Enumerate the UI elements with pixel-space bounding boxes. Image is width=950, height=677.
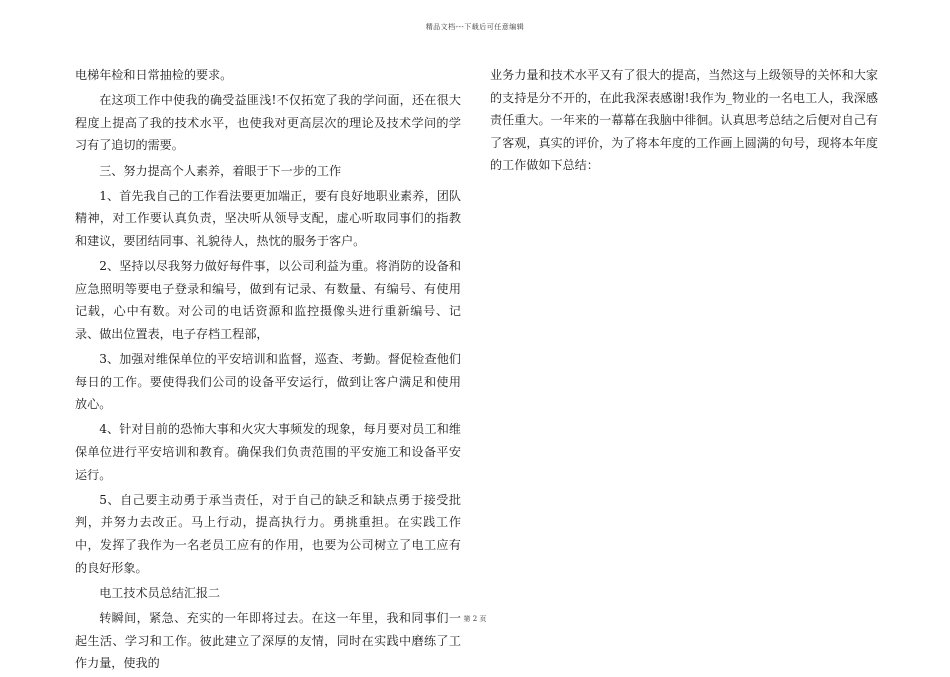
paragraph: 业务力量和技术水平又有了很大的提高，当然这与上级领导的关怀和大家的支持是分不开的，在此我深表感谢!我作为_物业的一名电工人，我深感责任重大。一年来的一幕幕在我脑中徘徊。认真思考总结之后便对自己有了客观，真实的评价，为了将本年度的工作画上圆满的句号，现将本年度的工作做如下总结： [490, 68, 878, 173]
page-number: 第 2 页 [463, 615, 487, 623]
page-header: 精品文档---下载后可任意编辑 [425, 23, 525, 31]
paragraph: 3、加强对维保单位的平安培训和监督，巡查、考勤。督促检查他们每日的工作。要使得我们公司的设备平安运行，做到让客户满足和使用放心。 [75, 352, 461, 412]
paragraph: 1、首先我自己的工作看法要更加端正，要有良好地职业素养，团队精神，对工作要认真负责，坚决听从领导支配，虚心听取同事们的指教和建议，要团结同事、礼貌待人，热忱的服务于客户。 [75, 188, 461, 248]
right-column [490, 64, 878, 180]
paragraph: 在这项工作中使我的确受益匪浅!不仅拓宽了我的学问面，还在很大程度上提高了我的技术水平，也使我对更高层次的理论及技术学问的学习有了追切的需要。 [75, 93, 461, 153]
section-title: 电工技术员总结汇报二 [99, 585, 221, 600]
section-heading: 三、努力提高个人素养，着眼于下一步的工作 [99, 163, 342, 178]
paragraph: 4、针对目前的恐怖大事和火灾大事频发的现象，每月要对员工和维保单位进行平安培训和教育。确保我们负责范围的平安施工和设备平安运行。 [75, 422, 461, 482]
paragraph: 2、坚持以尽我努力做好每件事，以公司利益为重。将消防的设备和应急照明等要电子登录和编号，做到有记录、有数量、有编号、有使用记载，心中有数。对公司的电话资源和监控摄像头进行重新编号、记录、做出位置表，电子存档工程部， [75, 259, 461, 341]
paragraph: 转瞬间，紧急、充实的一年即将过去。在这一年里，我和同事们一起生活、学习和工作。彼此建立了深厚的友情，同时在实践中磨练了工作力量，使我的 [75, 611, 461, 671]
left-column [75, 64, 461, 677]
paragraph: 5、自己要主动勇于承当责任，对于自己的缺乏和缺点勇于接受批判，并努力去改正。马上行动，提高执行力。勇挑重担。在实践工作中，发挥了我作为一名老员工应有的作用，也要为公司树立了电工应有的良好形象。 [75, 492, 461, 575]
paragraph: 电梯年检和日常抽检的要求。 [75, 68, 233, 82]
